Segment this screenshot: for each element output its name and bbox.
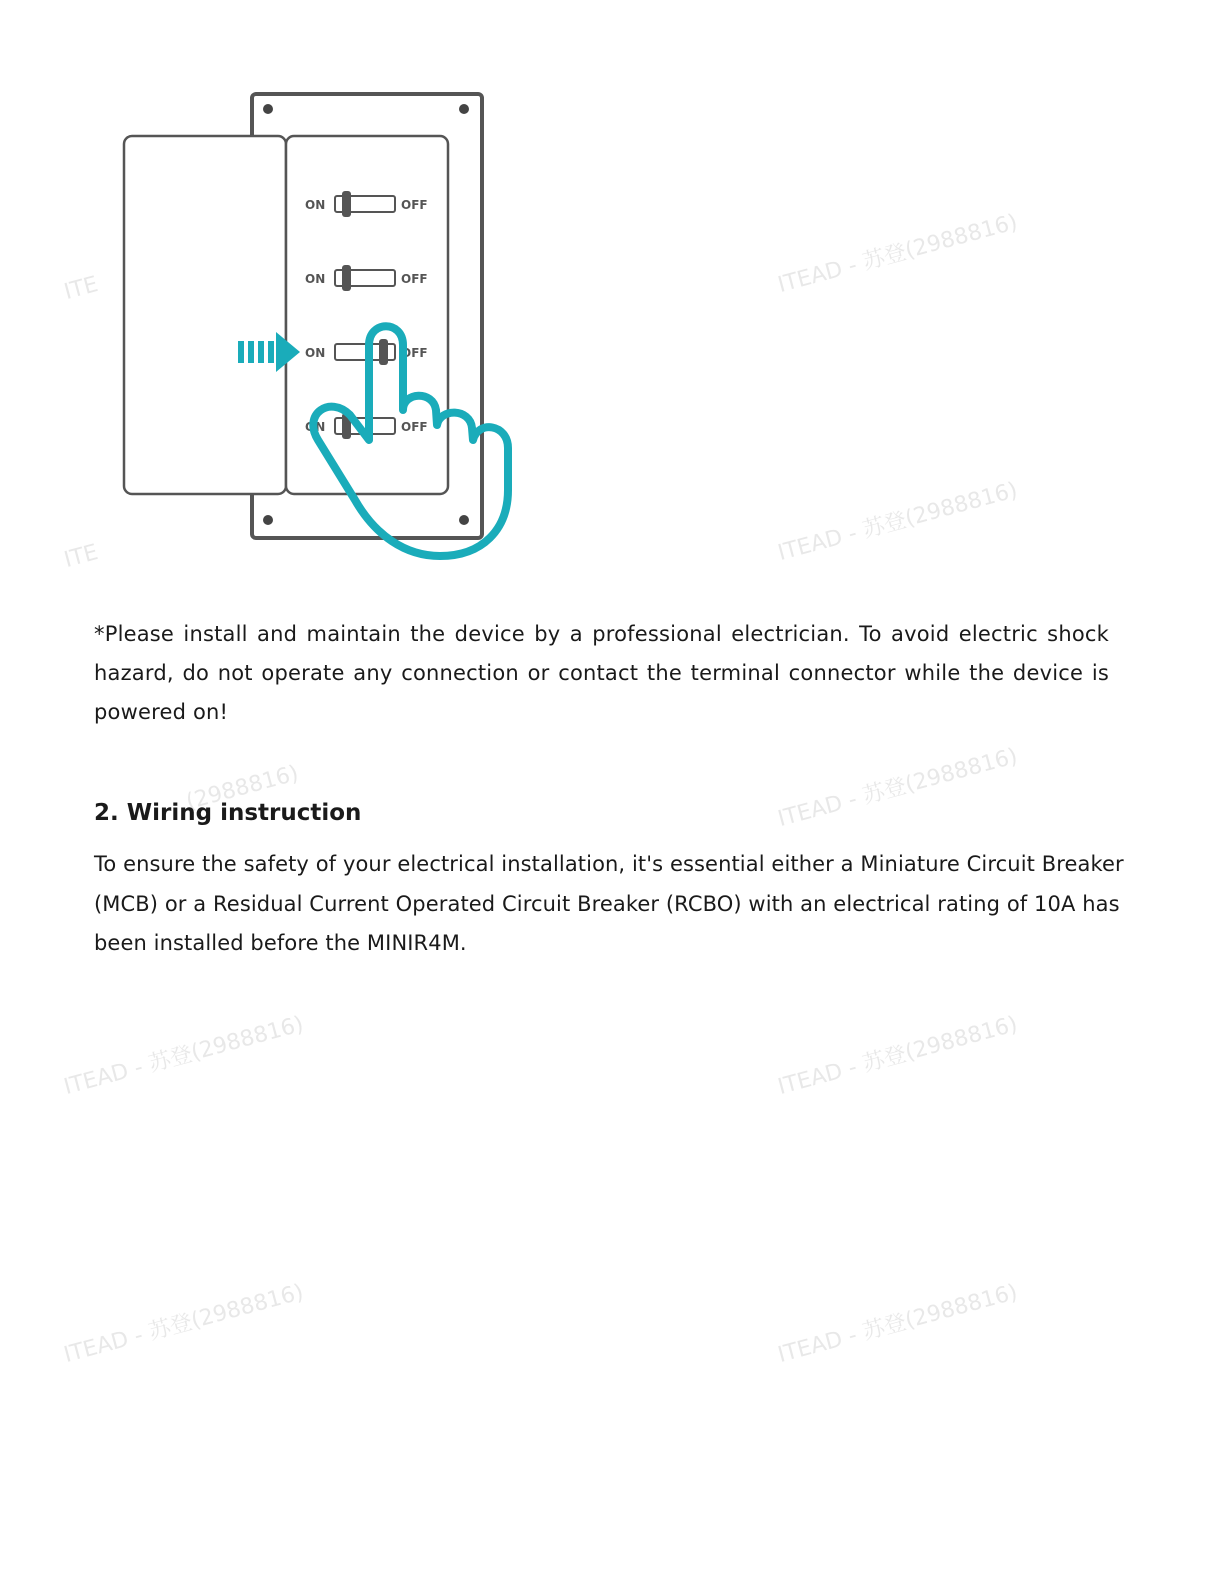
watermark: ITEAD - 苏登(2988816) (775, 477, 1021, 567)
switch-on-label: ON (305, 420, 326, 434)
screw-icon (459, 515, 469, 525)
switch-knob (342, 191, 351, 217)
switch-off-label: OFF (401, 346, 428, 360)
switch-off-label: OFF (401, 272, 428, 286)
safety-warning: *Please install and maintain the device by a professional electrician. To avoid electric shock hazard, do not operate any connection or contact the terminal connector while the device is powered on! (94, 622, 1109, 724)
watermark: ITE (61, 272, 101, 305)
screw-icon (459, 104, 469, 114)
screw-icon (263, 515, 273, 525)
cover-lid (124, 136, 286, 494)
watermark: ITEAD - 苏登(2988816) (61, 1011, 307, 1101)
switch-on-label: ON (305, 346, 326, 360)
watermark: ITEAD - 苏登(2988816) (775, 1011, 1021, 1101)
watermark: ITEAD - 苏登(2988816) (775, 1279, 1021, 1369)
watermark: ITEAD - 苏登(2988816) (61, 1279, 307, 1369)
dip-switch-illustration (110, 80, 530, 580)
switch-off-label: OFF (401, 198, 428, 212)
section-title: 2. Wiring instruction (94, 800, 362, 826)
switch-on-label: ON (305, 272, 326, 286)
switch-knob (342, 265, 351, 291)
watermark: ITE (61, 540, 101, 573)
watermark: (2988816) (183, 761, 302, 815)
screw-icon (263, 104, 273, 114)
switch-knob (379, 339, 388, 365)
switch-off-label: OFF (401, 420, 428, 434)
wiring-instruction-text: To ensure the safety of your electrical installation, it's essential either a Miniature Circuit Breaker (MCB) or a Residual Current Operated Circuit Breaker (RCBO) with an electrical rating of 10A has been installed before the MINIR4M. (94, 852, 1124, 955)
watermark: ITEAD - 苏登(2988816) (775, 209, 1021, 299)
switch-on-label: ON (305, 198, 326, 212)
watermark: ITEAD - 苏登(2988816) (775, 743, 1021, 833)
